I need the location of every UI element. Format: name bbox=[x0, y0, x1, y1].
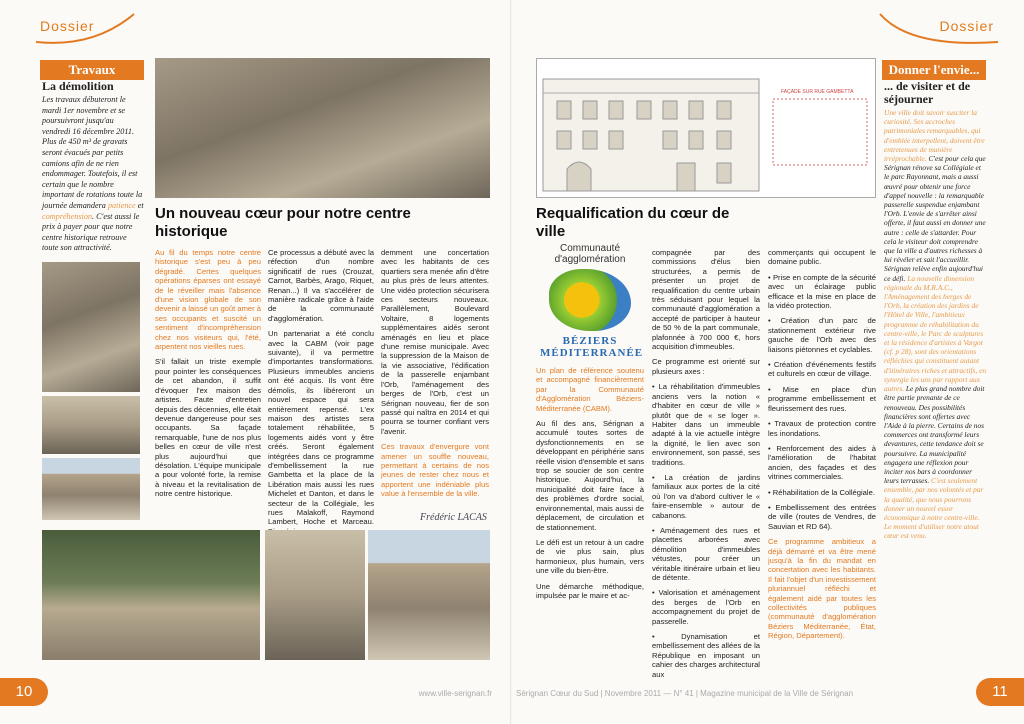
right-column-2 bbox=[652, 248, 760, 685]
facade-drawing-icon bbox=[537, 59, 875, 197]
page-number-right: 11 bbox=[976, 678, 1024, 706]
sidebar-text-comprehension: compréhension bbox=[42, 211, 93, 221]
left-col1-body: S'il fallait un triste exemple pour pointer les conséquences de cet abandon, il suffit d'évoquer l'ex maison des artistes. Faute d'entretien depuis des décennies, elle était devenue dangereuse pour ses occupants. Sa façade remarquable, l'une de nos plus belles en cœur de ville n'est plus aujourd'hui que désolation. L'équipe municipale a pour volonté forte, la remise à niveau et la revitalisation de notre centre historique. bbox=[155, 357, 261, 499]
photo-old-street bbox=[155, 58, 490, 198]
sidebar-envie-orange-3: C'est seulement ensemble, par nos volontés et par la qualité, que nous pourrons donner un nouvel essor économique à notre centre-ville. Le moment d'utiliser notre atout cœur est venu. bbox=[884, 476, 984, 541]
right-col3-item: • Création d'un parc de stationnement extérieur rive gauche de l'Orb avec des liaisons piétonnes et cyclables. bbox=[768, 316, 876, 354]
sidebar-text-et: et bbox=[135, 200, 144, 210]
right-column-3 bbox=[768, 248, 876, 647]
sidebar-envie bbox=[884, 80, 988, 541]
sidebar-envie-text-2: Le plus grand nombre doit être partie prenante de ce renouveau. Des possibilités financières sont offertes avec l'Aide à la pierre. Certains de nos commerces ont transformé leurs devantures, cette tendance doit se poursuivre. La municipalité engagera une réflexion pour inciter nos bars à coordonner leurs terrasses. bbox=[884, 384, 985, 486]
left-headline: Un nouveau cœur pour notre centre historique bbox=[155, 205, 411, 240]
right-col3-lead: Ce programme ambitieux a déjà démarré et va être mené jusqu'à la fin du mandat en concertation avec les habitants. Il fait l'objet d'un investissement pluriannuel réfléchi et également aidé par toutes les collectivités publiques (communauté d'agglomération Béziers Méditerranée, État, Région, Département). bbox=[768, 537, 876, 641]
right-col2-item: • Dynamisation et embellissement des allées de la République en imposant un cahier des charges architectural aux bbox=[652, 632, 760, 679]
right-headline: Requalification du cœur de ville bbox=[536, 205, 730, 240]
sidebar-envie-orange-2: La nouvelle dimension régionale du M.R.A.C., l'Aménagement des berges de l'Orb, la création des jardins de l'Hôtel de Ville, l'ambitieux programme de réhabilitation du centre-ville, le Parc de sculptures et la résidence d'artistes à Vargot (cf. p 28), sont des orientations réfléchies qui constituent autant d'itinéraires riches et attractifs, en synergie les uns par rapport aux autres. bbox=[884, 273, 987, 394]
right-footer: Sérignan Cœur du Sud | Novembre 2011 — N° 41 | Magazine municipal de la Ville de Sérignan bbox=[516, 689, 854, 698]
right-col3-item: • Mise en place d'un programme embellissement et fleurissement des rues. bbox=[768, 384, 876, 413]
photo-square-tree bbox=[42, 530, 260, 660]
left-col1-lead: Au fil du temps notre centre historique s'est peu à peu dégradé. Certes quelques opérations éparses ont essayé de le réveiller mais l'absence d'une vision globale de son devenir a laissé un goût amer à ses occupants et suscité un sentiment d'incompréhension chez nos visiteurs qui, l'été, arpentent nos vieilles rues. bbox=[155, 248, 261, 352]
right-column-1 bbox=[536, 366, 644, 606]
right-col1-lead: Un plan de référence soutenu et accompagné financièrement par la Communauté d'Agglomération Béziers-Méditerranée (CABM). bbox=[536, 366, 644, 413]
sidebar-text-2: . C'est aussi le prix à payer pour que notre centre historique retrouve toute son attractivité. bbox=[42, 211, 140, 253]
sidebar-text-1: Les travaux débuteront le mardi 1er novembre et se poursuivront jusqu'au vendredi 16 décembre 2011. Plus de 450 m³ de gravats seront évacués par petits camions afin de ne rien endommager. Toutefois, il est certain que le nombre important de rotations toute la journée demandera bbox=[42, 95, 143, 210]
page-number-left: 10 bbox=[0, 678, 48, 706]
right-col2-item: • La création de jardins familiaux aux portes de la cité où l'on va d'abord cultiver le « faire-ensemble » autour de cabanons. bbox=[652, 472, 760, 520]
facade-sketch bbox=[536, 58, 876, 198]
left-col3-lead: Ces travaux d'envergure vont amener un souffle nouveau, permettant à certains de nos jeunes de rester chez nous et apportent une indéniable plus value à l'ensemble de la ville. bbox=[381, 442, 489, 499]
right-col1-body: Au fil des ans, Sérignan a accumulé toutes sortes de dysfonctionnements en se développant en périphérie sans réelle vision d'ensemble et sans trop se soucier de son centre historique. Aujourd'hui, la municipalité doit faire face à des problèmes d'ordre social, environnemental, mais aussi de déplacement, de circulation et de stationnement. bbox=[536, 419, 644, 532]
sidebar-head-travaux: Travaux bbox=[40, 60, 144, 80]
right-col3-item: • Renforcement des aides à l'amélioration de l'habitat ancien, des façades et des vitrines commerciales. bbox=[768, 443, 876, 482]
right-col2-item: • La réhabilitation d'immeubles anciens vers la notion « d'habiter en cœur de ville » plutôt que de « se loger ». Habiter dans un immeuble adapté à la vie actuelle intègre la dignité, le lien avec son environnement, son passé, ses traditions. bbox=[652, 382, 760, 467]
photo-street-car bbox=[368, 530, 490, 660]
right-col2-body2: Ce programme est orienté sur plusieurs axes : bbox=[652, 357, 760, 376]
left-column-3 bbox=[381, 248, 489, 505]
right-col2-body: compagnée par des commissions d'élus bien structurées, a permis de présenter un projet de requalification du centre urbain très séduisant pour lequel la communauté d'agglomération a accepté de participer à hauteur de 50 % de la part communale, plafonnée à 700 000 €, hors acquisition d'immeubles. bbox=[652, 248, 760, 352]
left-column-1 bbox=[155, 248, 261, 505]
left-footer: www.ville-serignan.fr bbox=[418, 689, 492, 698]
cabm-logo bbox=[540, 243, 644, 359]
photo-arched-door bbox=[42, 396, 140, 454]
sidebar-envie-subtitle: ... de visiter et de séjourner bbox=[884, 79, 971, 106]
dossier-label-right: Dossier bbox=[939, 18, 994, 34]
sidebar-travaux bbox=[42, 80, 144, 254]
right-col1-body2: Le défi est un retour à un cadre de vie plus sain, plus harmonieux, plus humain, vers une ville du bien-être. bbox=[536, 537, 644, 576]
right-col2-item: • Valorisation et aménagement des berges de l'Orb en accompagnement du projet de passerelle. bbox=[652, 588, 760, 626]
signature: Frédéric LACAS bbox=[420, 512, 487, 523]
sidebar-envie-orange: Une ville doit savoir susciter la curiosité. Ses accroches patrimoniales remarquables, qui d'emblée interpellent, doivent être entretenues de manière irréprochable. bbox=[884, 108, 985, 164]
right-col3-item: • Réhabilitation de la Collégiale. bbox=[768, 487, 875, 497]
right-col3-body: commerçants qui occupent le domaine public. bbox=[768, 248, 876, 267]
right-col2-item: • Aménagement des rues et placettes arborées avec démolition d'immeubles vétustes, pour créer un véritable itinéraire urbain et lieu de détente. bbox=[652, 525, 760, 582]
sidebar-head-envie: Donner l'envie... bbox=[882, 60, 986, 80]
right-col3-item: • Prise en compte de la sécurité avec un éclairage public efficace et la mise en place de la vidéo protection. bbox=[768, 272, 876, 311]
sidebar-envie-text-1: C'est pour cela que Sérignan rénove sa Collégiale et le parc Rayonnant, mais a aussi œuvré pour obtenir une force d'appel nouvelle : la remarquable passerelle suspendue enjambant l'Orb. L'envie de s'arrêter ainsi offerte, il faut aussi en donner une autre : celle de s'attarder. Pour cela le visiteur doit comprendre que la ville a d'autres richesses à lui révéler et sait l'accueillir. Sérignan relève enfin aujourd'hui ce défi. bbox=[884, 154, 986, 283]
photo-narrow-street bbox=[265, 530, 365, 660]
logo-top-text: Communauté d'agglomération bbox=[554, 243, 626, 265]
left-column-2 bbox=[268, 248, 374, 542]
left-col2-body: Ce processus a débuté avec la réfection d'un nombre significatif de rues (Crouzat, Carnot, Barbès, Arago, Riquet, Renan...) Il va s'accélérer de manière radicale grâce à l'aide de la communauté d'agglomération. bbox=[268, 248, 374, 323]
left-col3-body: demment une concertation avec les habitants de ces quartiers sera menée afin d'être au plus près de leurs attentes. Une vidéo protection sécurisera ces secteurs nouveaux. Parallèlement, Boulevard Voltaire, 8 logements supplémentaires aidés seront aménagés en lieu et place d'une remise municipale. Avec la suppression de la Maison de la vie associative, l'édification de la passerelle enjambant l'Orb, l'aménagement des berges de l'Orb, c'est un Sérignan nouveau, fier de son passé qui naîtra en 2014 et qui pourra se tourner confiant vers l'avenir. bbox=[381, 248, 489, 436]
right-col3-item: • Création d'événements festifs et culturels en cœur de village. bbox=[768, 360, 876, 379]
photo-old-house bbox=[42, 458, 140, 520]
right-col1-body3: Une démarche méthodique, impulsée par le maire et ac- bbox=[536, 581, 644, 600]
dossier-label: Dossier bbox=[40, 18, 95, 34]
logo-bottom-text: BÉZIERS MÉDITERRANÉE bbox=[540, 335, 644, 359]
sketch-caption: FAÇADE SUR RUE GAMBETTA bbox=[781, 89, 854, 95]
sidebar-text-patience: patience bbox=[107, 200, 136, 210]
right-col3-item: • Embellissement des entrées de ville (routes de Vendres, de Sauvian et RD 64). bbox=[768, 502, 876, 531]
cabm-logo-map-icon bbox=[549, 269, 631, 331]
right-col3-item: • Travaux de protection contre les inondations. bbox=[768, 419, 876, 438]
right-page bbox=[512, 0, 1024, 724]
sidebar-subtitle: La démolition bbox=[42, 79, 114, 93]
left-col2-body2: Un partenariat a été conclu avec la CABM (voir page suivante), il va permettre d'importantes transformations. Plusieurs immeubles anciens ont été acquis. Ils vont être démolis, ils libéreront un nouvel espace qui sera entièrement repensé. L'ex maison des artistes sera totalement réhabilitée, 5 logements aidés vont y être créés. Seront également intégrées dans ce programme d'embellissement la rue Gambetta et la place de la Libération mais aussi les rues Michelet et Danton, et dans le secteur de la Collégiale, les rues Malakoff, Raymond Lambert, Hoche et Marceau. bbox=[268, 329, 374, 527]
photo-facade-artists-house bbox=[42, 262, 140, 392]
